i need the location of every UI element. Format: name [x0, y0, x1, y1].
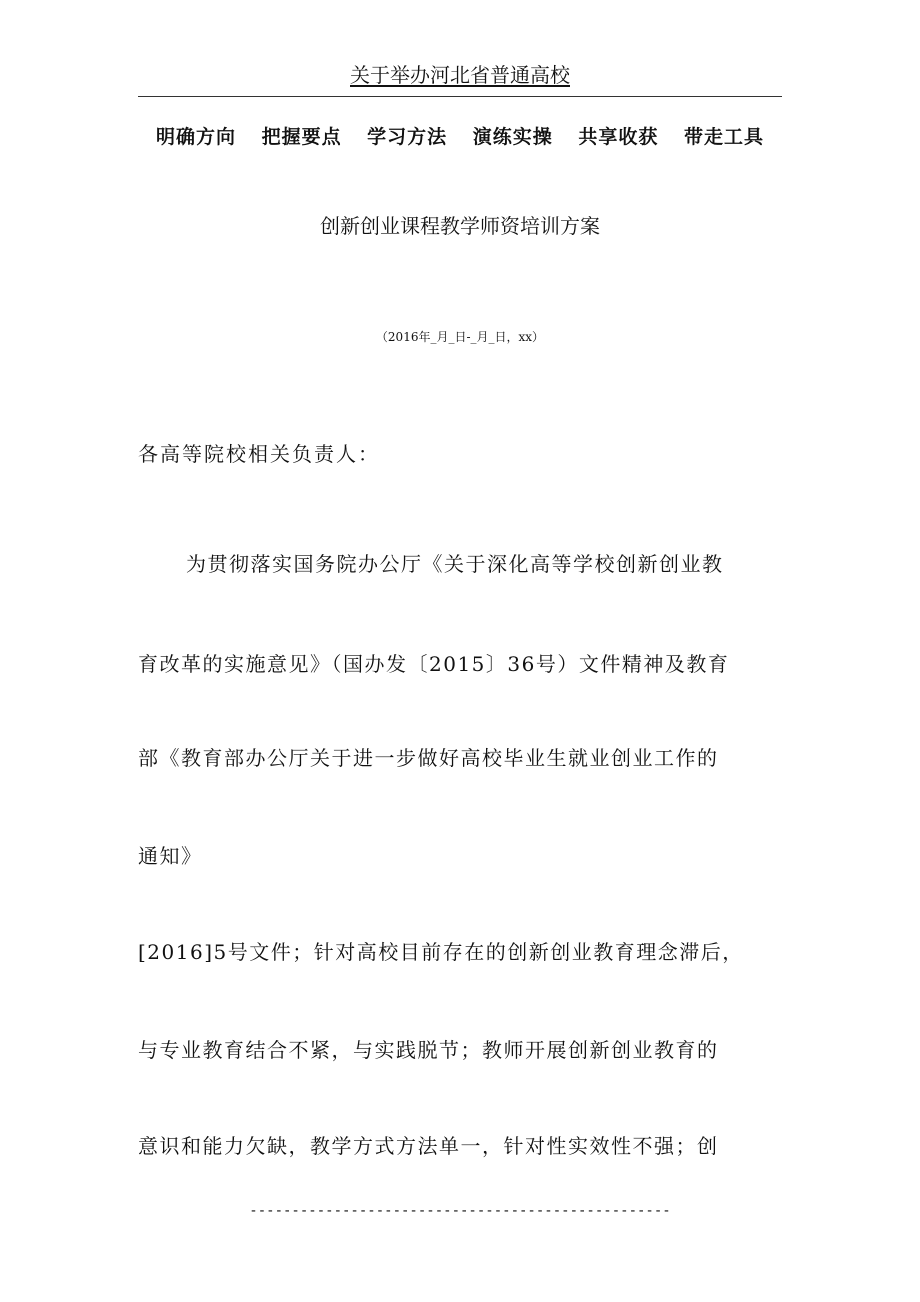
- body-line: 育改革的实施意见》（国办发〔2015〕36号）文件精神及教育: [138, 652, 730, 676]
- document-title: 创新创业课程教学师资培训方案: [320, 214, 600, 238]
- tagline: 明确方向 把握要点 学习方法 演练实操 共享收获 带走工具: [155, 126, 765, 148]
- header-divider: [138, 96, 782, 97]
- salutation: 各高等院校相关负责人：: [138, 442, 380, 466]
- body-line: 通知》: [138, 844, 203, 868]
- page-header: [138, 62, 782, 90]
- body-line: [2016]5号文件；针对高校目前存在的创新创业教育理念滞后，: [138, 940, 744, 964]
- body-line: 为贯彻落实国务院办公厅《关于深化高等学校创新创业教: [186, 552, 724, 576]
- header-title: 关于举办河北省普通高校: [350, 65, 570, 87]
- body-line: 与专业教育结合不紧，与实践脱节；教师开展创新创业教育的: [138, 1038, 719, 1062]
- body-line: 意识和能力欠缺，教学方式方法单一，针对性实效性不强；创: [138, 1134, 719, 1158]
- body-line: 部《教育部办公厅关于进一步做好高校毕业生就业创业工作的: [138, 746, 719, 770]
- footer-divider: --------------------------------------------------: [249, 1203, 671, 1219]
- date-line: （2016年_月_日-_月_日，xx）: [375, 330, 545, 344]
